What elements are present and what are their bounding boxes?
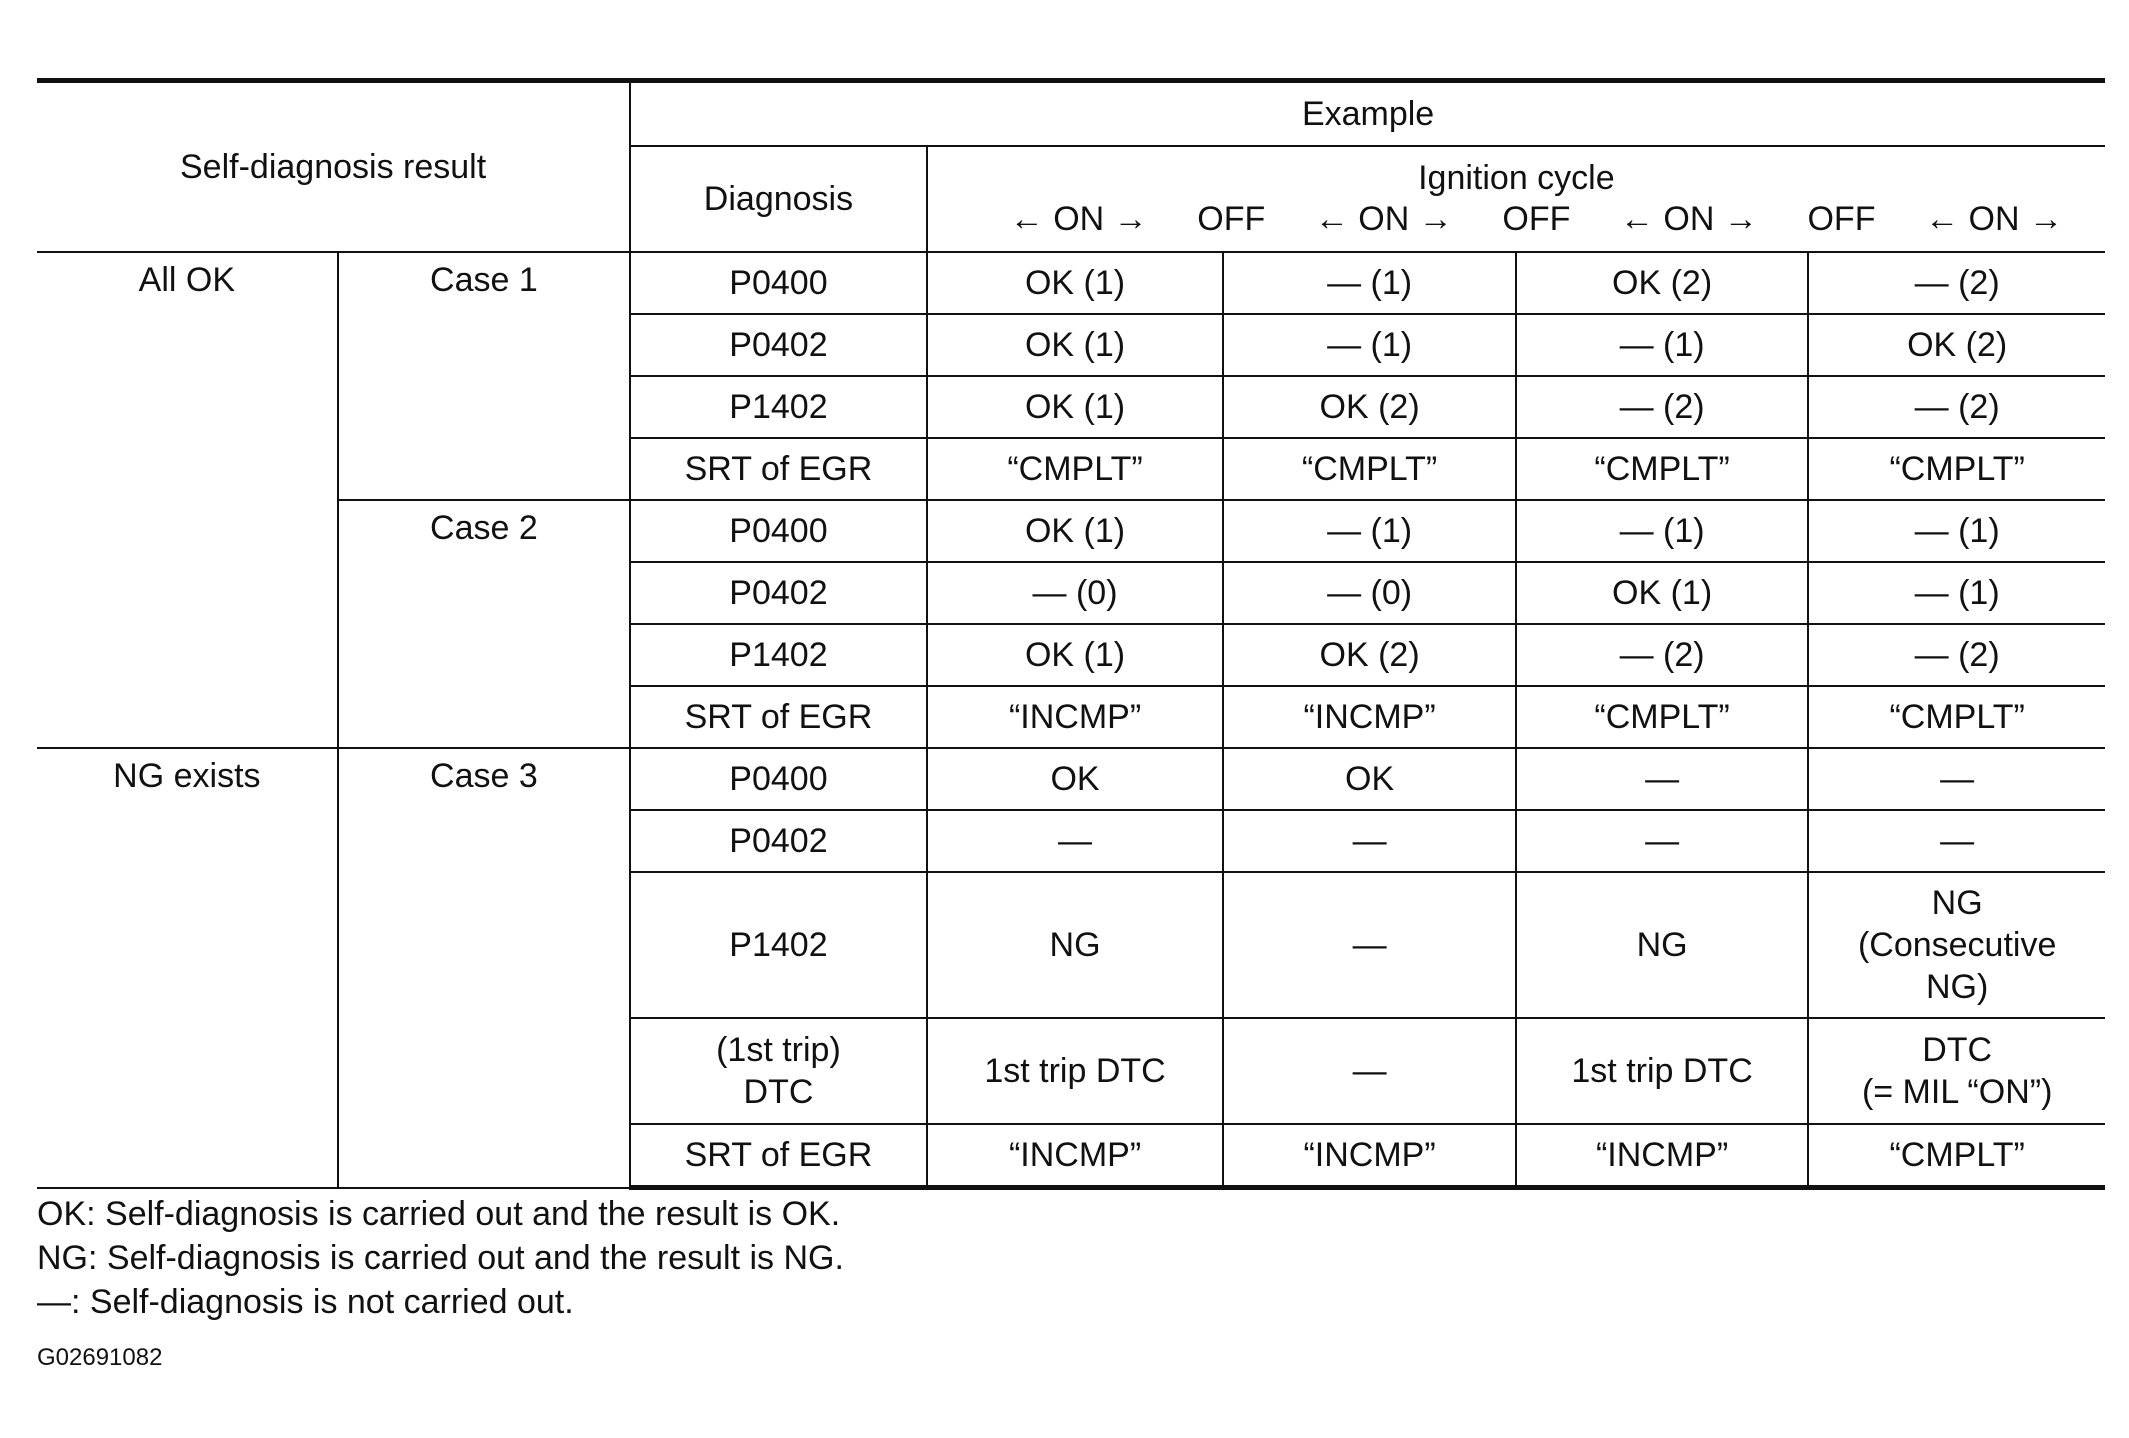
value-cell: “CMPLT” bbox=[1808, 686, 2105, 748]
table-row bbox=[37, 500, 2105, 562]
value-cell: OK (1) bbox=[927, 376, 1224, 438]
value-cell: 1st trip DTC bbox=[927, 1018, 1224, 1124]
value-cell: “CMPLT” bbox=[927, 438, 1224, 500]
value-cell: NG bbox=[927, 872, 1224, 1018]
value-cell: OK (1) bbox=[1516, 562, 1809, 624]
diagnosis-line: DTC bbox=[743, 1073, 814, 1111]
diagnosis-line: (1st trip) bbox=[716, 1031, 841, 1069]
ignition-cycle-title: Ignition cycle bbox=[1418, 159, 1615, 197]
value-cell: — (1) bbox=[1808, 562, 2105, 624]
cycle-on-3: ← ON → bbox=[1619, 200, 1758, 238]
value-cell: — bbox=[927, 810, 1224, 872]
note-dash: —: Self-diagnosis is not carried out. bbox=[37, 1283, 574, 1321]
self-diagnosis-table bbox=[37, 78, 2105, 1190]
value-cell: — bbox=[1223, 1018, 1516, 1124]
example-header: Example bbox=[630, 81, 2105, 147]
diagnosis-cell: P0402 bbox=[630, 314, 927, 376]
value-cell: “INCMP” bbox=[927, 1124, 1224, 1188]
cycle-on-1: ← ON → bbox=[1009, 200, 1148, 238]
value-cell: OK (1) bbox=[927, 500, 1224, 562]
value-cell: — (2) bbox=[1516, 376, 1809, 438]
value-cell: — bbox=[1223, 810, 1516, 872]
legend-notes bbox=[37, 1192, 844, 1324]
diagnosis-cell-multiline bbox=[630, 1018, 927, 1124]
cycle-off-1: OFF bbox=[1197, 200, 1266, 238]
value-cell: NG bbox=[1516, 872, 1809, 1018]
diagnosis-cell: P1402 bbox=[630, 624, 927, 686]
value-cell: — (2) bbox=[1808, 252, 2105, 314]
diagnosis-cell: P0400 bbox=[630, 748, 927, 810]
value-cell: “CMPLT” bbox=[1808, 1124, 2105, 1188]
diagnosis-cell: SRT of EGR bbox=[630, 438, 927, 500]
value-cell: — bbox=[1516, 810, 1809, 872]
value-cell: — (1) bbox=[1223, 314, 1516, 376]
value-cell: “INCMP” bbox=[1223, 1124, 1516, 1188]
diagnosis-cell: P0402 bbox=[630, 810, 927, 872]
value-cell: OK (2) bbox=[1223, 624, 1516, 686]
value-cell: “CMPLT” bbox=[1516, 686, 1809, 748]
diagnosis-cell: P0400 bbox=[630, 252, 927, 314]
group-ng-exists: NG exists bbox=[37, 748, 338, 1188]
note-ok: OK: Self-diagnosis is carried out and the result is OK. bbox=[37, 1195, 841, 1233]
figure-id: G02691082 bbox=[37, 1344, 163, 1371]
diagnosis-cell: P1402 bbox=[630, 872, 927, 1018]
table-row bbox=[37, 748, 2105, 810]
value-cell: — (0) bbox=[927, 562, 1224, 624]
value-cell: — bbox=[1808, 748, 2105, 810]
value-cell-multiline bbox=[1808, 1018, 2105, 1124]
value-line: DTC bbox=[1922, 1031, 1993, 1069]
cycle-off-2: OFF bbox=[1502, 200, 1571, 238]
value-cell: OK (2) bbox=[1516, 252, 1809, 314]
value-cell: “CMPLT” bbox=[1516, 438, 1809, 500]
value-cell: — bbox=[1516, 748, 1809, 810]
cycle-on-4: ← ON → bbox=[1925, 200, 2063, 238]
diagnosis-cell: P1402 bbox=[630, 376, 927, 438]
value-cell: — bbox=[1808, 810, 2105, 872]
value-cell: — (1) bbox=[1808, 500, 2105, 562]
group-all-ok: All OK bbox=[37, 252, 338, 748]
value-line: NG) bbox=[1926, 968, 1989, 1006]
value-cell: — (2) bbox=[1808, 376, 2105, 438]
value-cell: “CMPLT” bbox=[1223, 438, 1516, 500]
value-cell: — (1) bbox=[1516, 500, 1809, 562]
value-line: NG bbox=[1931, 884, 1983, 922]
value-cell: OK (1) bbox=[927, 252, 1224, 314]
note-ng: NG: Self-diagnosis is carried out and the result is NG. bbox=[37, 1239, 844, 1277]
value-cell: — (2) bbox=[1516, 624, 1809, 686]
value-line: (= MIL “ON”) bbox=[1861, 1073, 2053, 1111]
value-cell: — (1) bbox=[1223, 500, 1516, 562]
header-row-1 bbox=[37, 81, 2105, 147]
value-cell-multiline bbox=[1808, 872, 2105, 1018]
value-cell: — (1) bbox=[1223, 252, 1516, 314]
diagnosis-cell: SRT of EGR bbox=[630, 686, 927, 748]
value-cell: OK (1) bbox=[927, 624, 1224, 686]
value-line: (Consecutive bbox=[1857, 926, 2057, 964]
value-cell: “INCMP” bbox=[1223, 686, 1516, 748]
value-cell: OK (1) bbox=[927, 314, 1224, 376]
value-cell: — bbox=[1223, 872, 1516, 1018]
diagnosis-cell: SRT of EGR bbox=[630, 1124, 927, 1188]
self-diagnosis-result-header: Self-diagnosis result bbox=[37, 81, 630, 253]
value-cell: “INCMP” bbox=[1516, 1124, 1809, 1188]
case-3-label: Case 3 bbox=[338, 748, 631, 1188]
value-cell: — (0) bbox=[1223, 562, 1516, 624]
value-cell: OK bbox=[927, 748, 1224, 810]
value-cell: 1st trip DTC bbox=[1516, 1018, 1809, 1124]
diagnosis-cell: P0400 bbox=[630, 500, 927, 562]
table-row bbox=[37, 252, 2105, 314]
ignition-cycle-sequence bbox=[932, 198, 2101, 240]
cycle-off-3: OFF bbox=[1807, 200, 1876, 238]
value-cell: OK (2) bbox=[1808, 314, 2105, 376]
cycle-on-2: ← ON → bbox=[1314, 200, 1453, 238]
diagnosis-cell: P0402 bbox=[630, 562, 927, 624]
ignition-cycle-header bbox=[927, 146, 2105, 252]
value-cell: OK bbox=[1223, 748, 1516, 810]
case-1-label: Case 1 bbox=[338, 252, 631, 500]
value-cell: OK (2) bbox=[1223, 376, 1516, 438]
value-cell: “CMPLT” bbox=[1808, 438, 2105, 500]
value-cell: — (2) bbox=[1808, 624, 2105, 686]
value-cell: “INCMP” bbox=[927, 686, 1224, 748]
value-cell: — (1) bbox=[1516, 314, 1809, 376]
case-2-label: Case 2 bbox=[338, 500, 631, 748]
diagnosis-header: Diagnosis bbox=[630, 146, 927, 252]
